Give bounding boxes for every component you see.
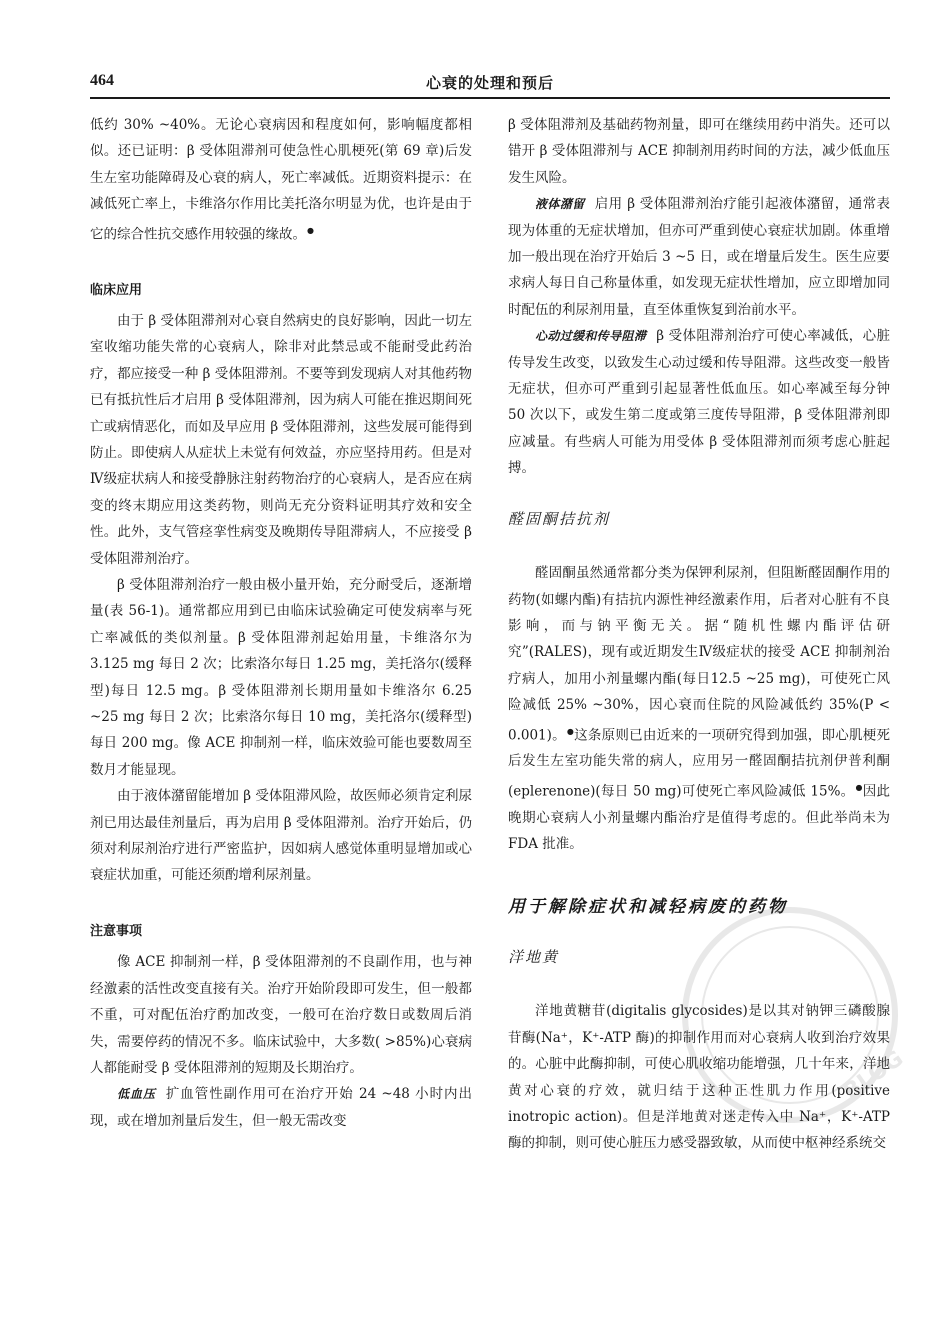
runin-heading: 液体潴留	[535, 197, 585, 212]
paragraph-text: 扩血管性副作用可在治疗开始 24 ~48 小时内出现，或在增加剂量后发生，但一般无需改变	[90, 1086, 472, 1129]
paragraph: 由于液体潴留能增加 β 受体阻滞风险，故医师必须肯定利尿剂已用达最佳剂量后，再为启用 β 受体阻滞剂。治疗开始后，仍须对利尿剂治疗进行严密监护，因如病人感觉体重明显增加或心衰症状加重，可能还须酌增利尿剂量。	[90, 788, 472, 884]
paragraph: β 受体阻滞剂及基础药物剂量，即可在继续用药中消失。还可以错开 β 受体阻滞剂与 ACE 抑制剂用药时间的方法，减少低血压发生风险。	[508, 117, 890, 186]
paragraph	[508, 560, 890, 857]
paragraph	[508, 191, 890, 323]
right-column	[508, 112, 890, 1157]
paragraph-text: 低约 30% ~40%。无论心衰病因和程度如何，影响幅度都相似。还已证明：β 受体阻滞剂可使急性心肌梗死(第 69 章)后发生左室功能障碍及心衰的病人，死亡率减低。近期资料提示：在减低死亡率上，卡维洛尔作用比美托洛尔明显为优，也许是由于它的综合性抗交感作用较强的缘故。	[90, 117, 472, 243]
page-header	[90, 70, 890, 96]
runin-heading: 低血压	[117, 1087, 156, 1102]
page-number: 464	[90, 72, 114, 89]
section-heading-aldosterone: 醛固酮拮抗剂	[508, 509, 611, 528]
paragraph-text: 这条原则已由近来的一项研究得到加强，即心肌梗死后发生左室功能失常的病人，应用另一醛固酮拮抗剂伊普利酮(eplerenone)(每日 50 mg)可使死亡率风险减低 15%。	[508, 727, 891, 800]
paragraph: 由于 β 受体阻滞剂对心衰自然病史的良好影响，因此一切左室收缩功能失常的心衰病人，除非对此禁忌或不能耐受此药治疗，都应接受一种 β 受体阻滞剂。不要等到发现病人对其他药物已有抵抗性后才启用 β 受体阻滞剂，因为病人可能在推迟期间死亡或病情恶化，而如及早应用 β 受体阻滞剂，这些发展可能得到防止。即使病人从症状上未觉有何效益，亦应坚持用药。但是对Ⅳ级症状病人和接受静脉注射药物治疗的心衰病人，是否应在病变的终末期应用这类药物，则尚无充分资料证明其疗效和安全性。此外，支气管痉挛性病变及晚期传导阻滞病人，不应接受 β 受体阻滞剂治疗。	[90, 312, 472, 567]
header-rule	[90, 97, 890, 99]
paragraph: β 受体阻滞剂治疗一般由极小量开始，充分耐受后，逐渐增量(表 56-1)。通常都应用到已由临床试验确定可使发病率与死亡率减低的类似剂量。β 受体阻滞剂起始用量，卡维洛尔为 3.125 mg 每日 2 次；比索洛尔每日 1.25 mg，美托洛尔(缓释型)每日 12.5 mg。β 受体阻滞剂长期用量如卡维洛尔 6.25 ~25 mg 每日 2 次；比索洛尔每日 10 mg，美托洛尔(缓释型)每日 200 mg。像 ACE 抑制剂一样，临床效验可能也要数周至数月才能显现。	[90, 577, 472, 778]
reference-marker: ●	[855, 782, 863, 792]
paragraph-text: 因此晚期心衰病人小剂量螺内酯治疗是值得考虑的。但此举尚未为 FDA 批准。	[508, 783, 890, 853]
paragraph: 像 ACE 抑制剂一样，β 受体阻滞剂的不良副作用，也与神经激素的活性改变直接有关。治疗开始阶段即可发生，但一般都不重，可对配伍治疗酌加改变，一般可在治疗数日或数周后消失，需要停药的情况不多。临床试验中，大多数( >85%)心衰病人都能耐受 β 受体阻滞剂的短期及长期治疗。	[90, 954, 472, 1076]
section-heading-digitalis: 洋地黄	[508, 947, 560, 966]
paragraph-text: β 受体阻滞剂治疗可使心率减低，心脏传导发生改变，以致发生心动过缓和传导阻滞。这些改变一般皆无症状，但亦可严重到引起显著性低血压。如心率减至每分钟 50 次以下，或发生第二度或第三度传导阻滞，β 受体阻滞剂即应减量。有些病人可能为用受体 β 受体阻滞剂而须考虑心脏起搏。	[508, 328, 890, 477]
paragraph-text: 醛固酮虽然通常都分类为保钾利尿剂，但阻断醛固酮作用的药物(如螺内酯)有拮抗内源性神经激素作用，后者对心脏有不良影响，而与钠平衡无关。据“随机性螺内酯评估研究”(RALES)，现有或近期发生Ⅳ级症状的接受 ACE 抑制剂治疗病人，加用小剂量螺内酯(每日12.5 ~25 mg)，可使死亡风险减低 25% ~30%，因心衰而住院的风险减低约 35%(P < 0.001)。	[508, 565, 890, 744]
paragraph-text: 启用 β 受体阻滞剂治疗能引起液体潴留，通常表现为体重的无症状增加，但亦可严重到使心衰症状加剧。体重增加一般出现在治疗开始后 3 ~5 日，或在增量后发生。医生应要求病人每日自己称量体重，如发现无症状性增加，应立即增加同时配伍的利尿剂用量，直至体重恢复到治前水平。	[508, 196, 890, 318]
runin-heading: 心动过缓和传导阻滞	[535, 329, 647, 344]
reference-marker: ●	[307, 225, 314, 235]
paragraph	[90, 112, 472, 248]
paragraph	[90, 1081, 472, 1134]
watermark-text: BLOG	[839, 1046, 909, 1105]
section-heading-clinical: 临床应用	[90, 282, 143, 298]
paragraph	[508, 323, 890, 481]
running-title: 心衰的处理和预后	[425, 74, 554, 92]
section-heading-symptom-drugs: 用于解除症状和减轻病废的药物	[508, 896, 788, 917]
paragraph: 洋地黄糖苷(digitalis glycosides)是以其对钠钾三磷酸腺苷酶(Na⁺，K⁺-ATP 酶)的抑制作用而对心衰病人收到治疗效果的。心脏中此酶抑制，可使心肌收缩功能增强，几十年来，洋地黄对心衰的疗效，就归结于这种正性肌力作用(positive inotropic action)。但是洋地黄对迷走传入中 Na⁺，K⁺-ATP 酶的抑制，则可使心脏压力感受器致敏，从而使中枢神经系统交	[508, 1003, 890, 1152]
section-heading-caution: 注意事项	[90, 923, 143, 939]
reference-marker: ●	[566, 726, 575, 736]
left-column	[90, 112, 472, 1134]
